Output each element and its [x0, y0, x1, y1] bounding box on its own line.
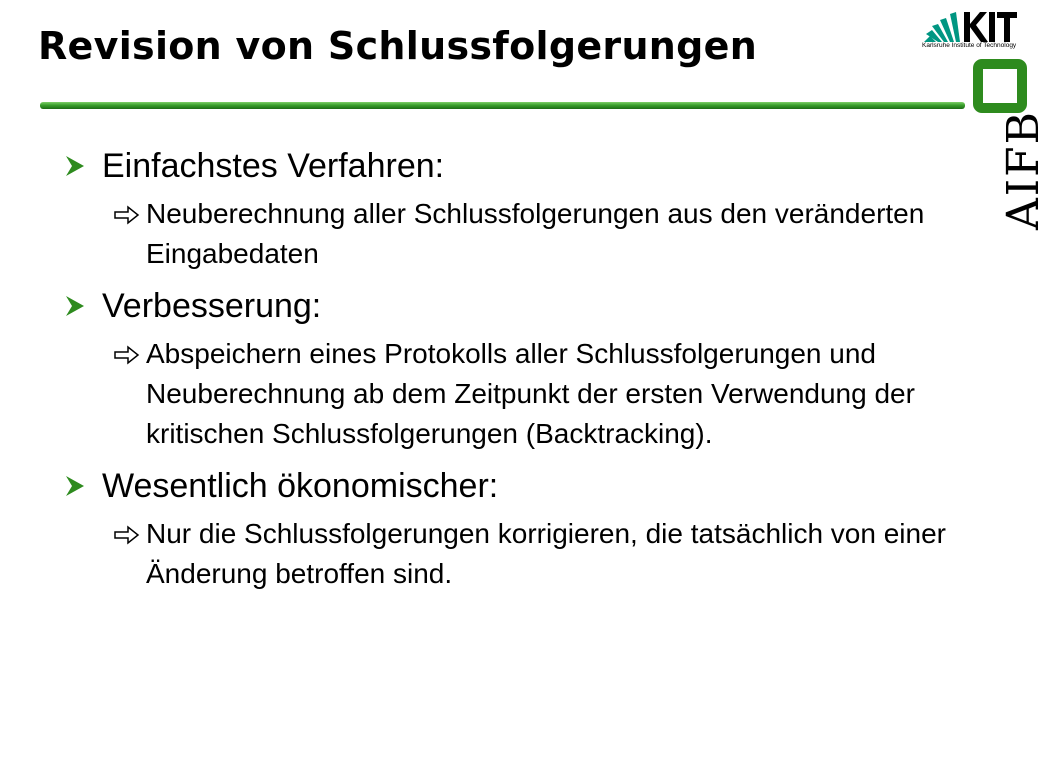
sub-bullet-text: Nur die Schlussfolgerungen korrigieren, die tatsächlich von einer Änderung betroffen sind.: [146, 518, 946, 589]
kit-tagline: Karlsruhe Institute of Technology: [922, 42, 1017, 49]
bullet-text: Wesentlich ökonomischer:: [102, 467, 499, 505]
bullet-text: Verbesserung:: [102, 287, 322, 325]
outline-arrow-icon: [114, 205, 140, 225]
outline-arrow-icon: [114, 345, 140, 365]
green-arrow-bullet-icon: [64, 155, 86, 177]
outline-arrow-icon: [114, 525, 140, 545]
bullet-item: [64, 146, 979, 186]
green-arrow-bullet-icon: [64, 295, 86, 317]
slide-content: [64, 146, 979, 606]
sub-bullet-text: Neuberechnung aller Schlussfolgerungen aus den veränderten Eingabedaten: [146, 198, 925, 269]
title-underline: [40, 102, 965, 109]
bullet-item: [64, 286, 979, 326]
sub-bullet-item: [64, 514, 979, 594]
bullet-text: Einfachstes Verfahren:: [102, 147, 445, 185]
green-arrow-bullet-icon: [64, 475, 86, 497]
bullet-item: [64, 466, 979, 506]
sub-bullet-text: Abspeichern eines Protokolls aller Schlussfolgerungen und Neuberechnung ab dem Zeitpunkt der ersten Verwendung der kritischen Schlussfolgerungen (Backtracking).: [146, 338, 915, 449]
sub-bullet-item: [64, 334, 979, 454]
sub-bullet-item: [64, 194, 979, 274]
slide-title: Revision von Schlussfolgerungen: [38, 24, 758, 68]
aifb-wordmark: AIFB: [998, 109, 1049, 230]
